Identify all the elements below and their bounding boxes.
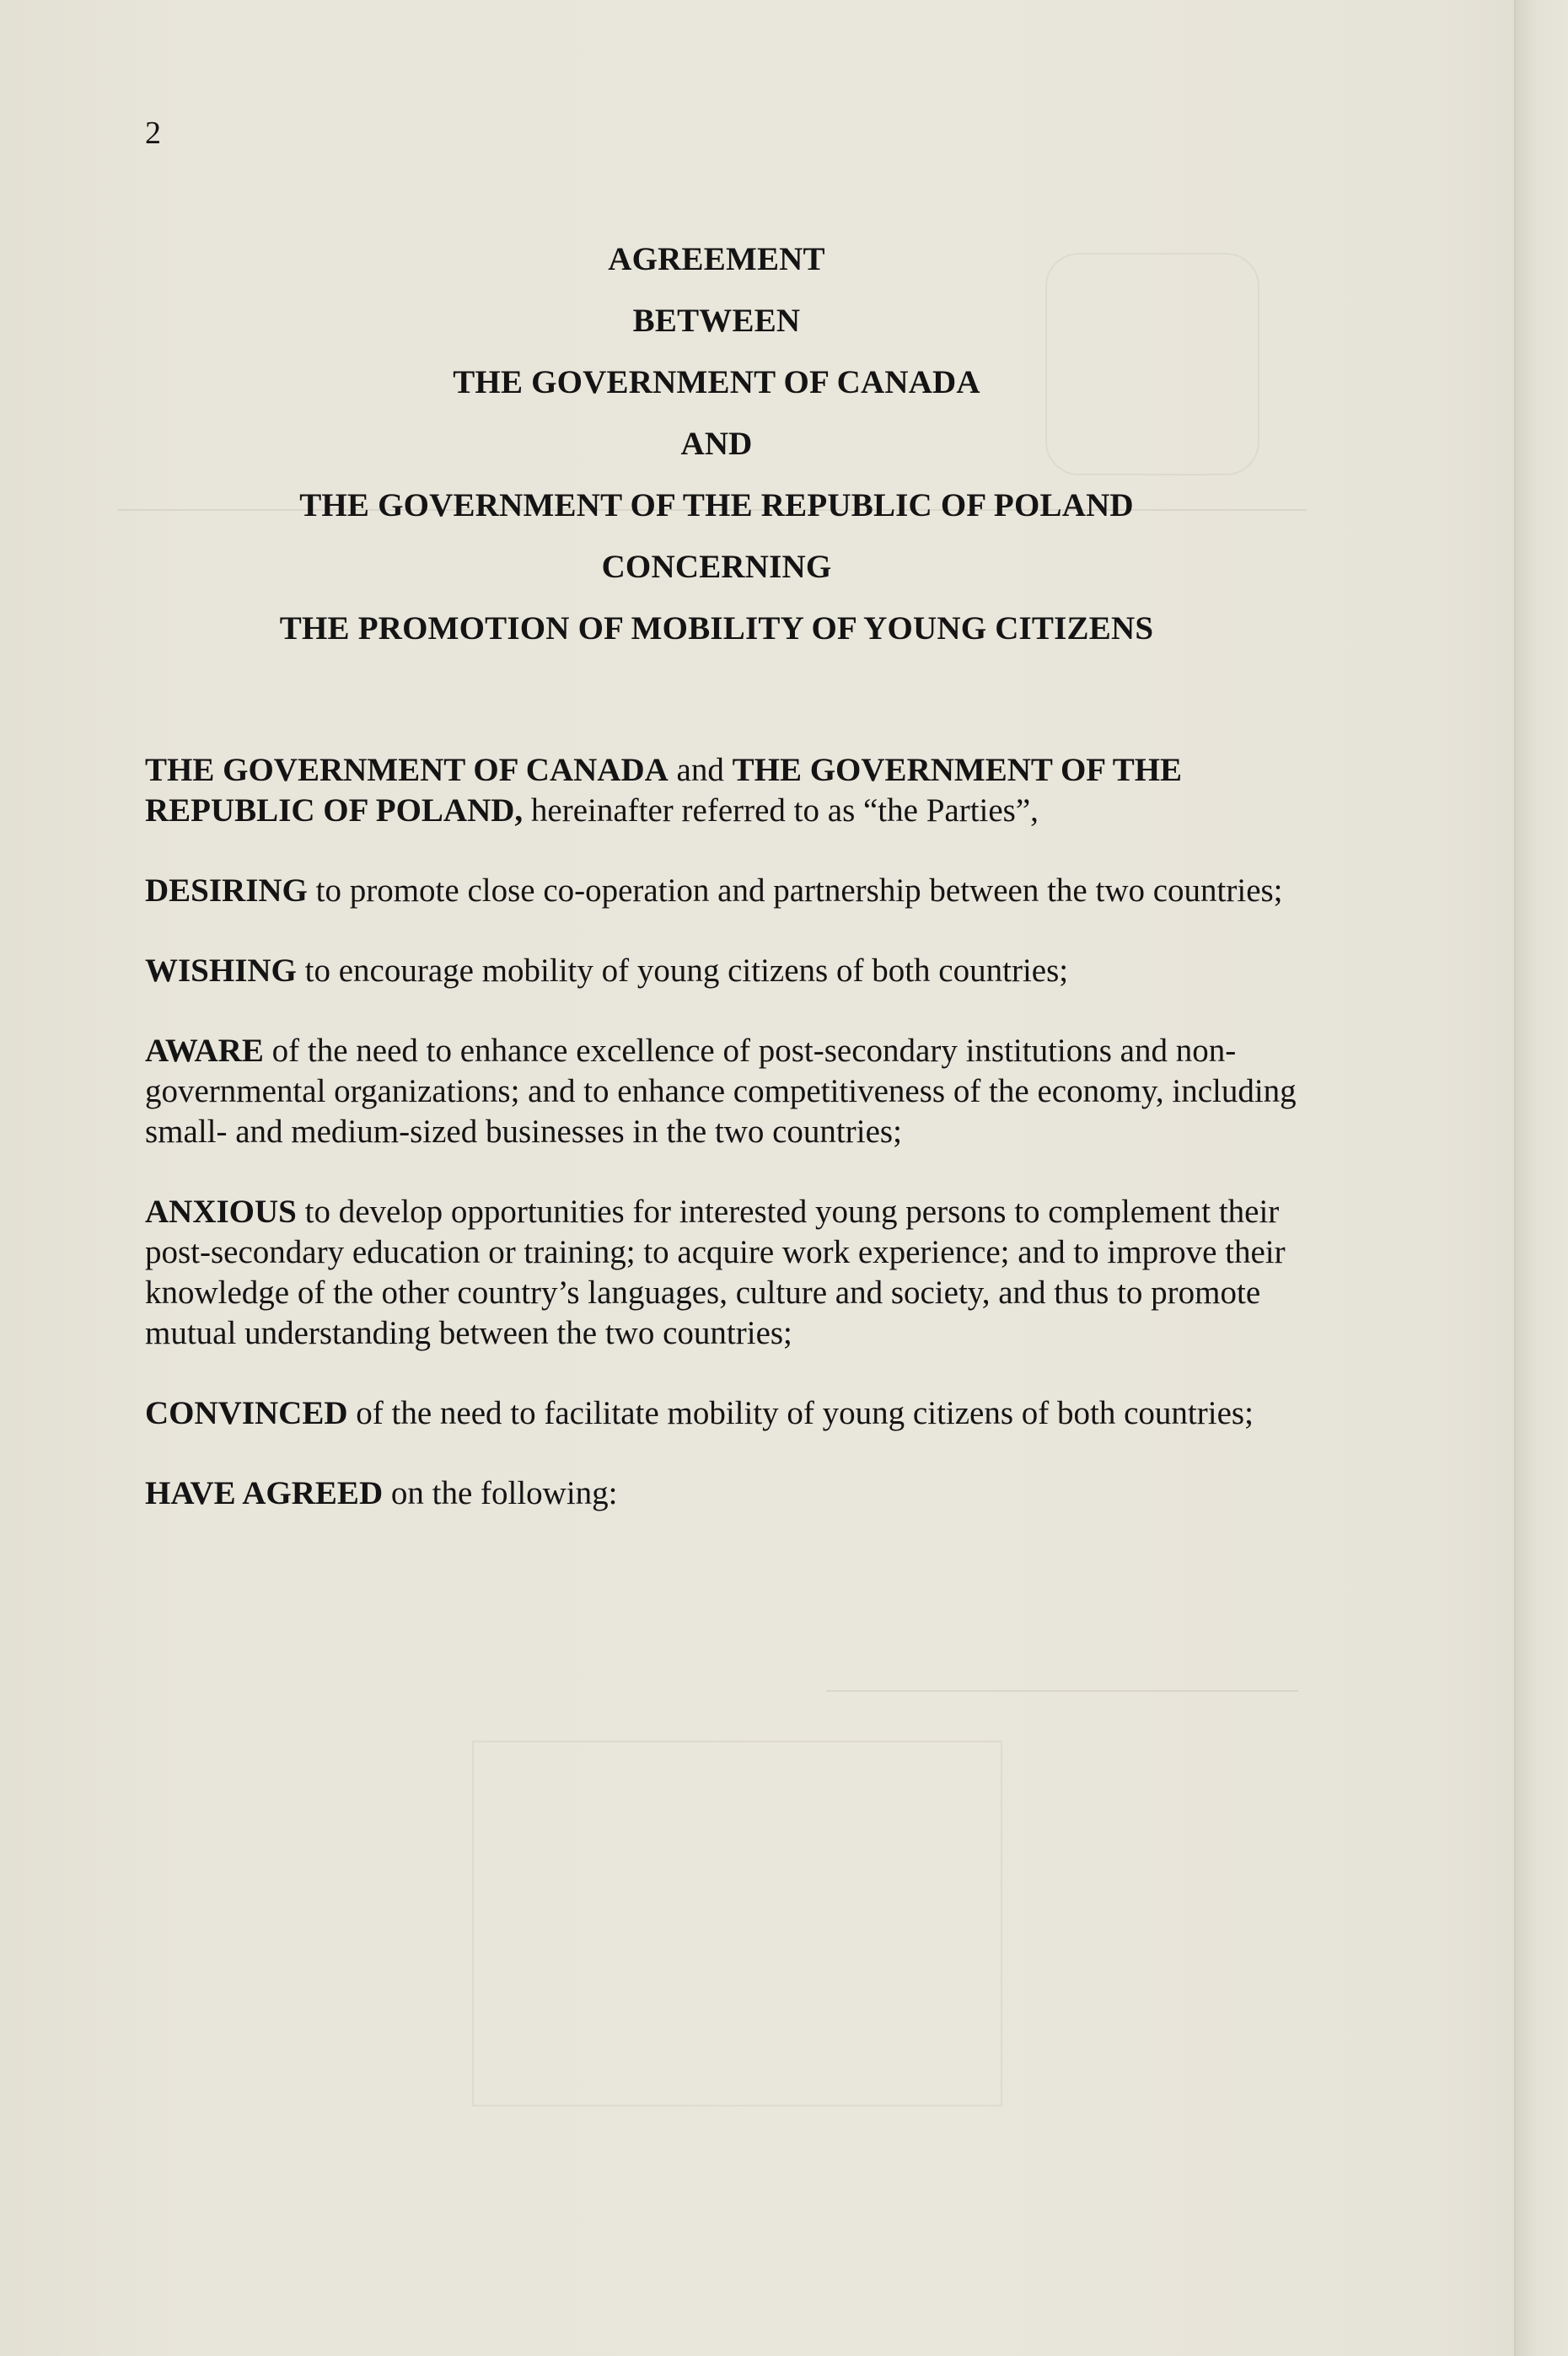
convinced-lead: CONVINCED bbox=[145, 1395, 348, 1431]
preamble-anxious bbox=[145, 1192, 1325, 1354]
parties-lead: THE GOVERNMENT OF CANADA bbox=[145, 752, 669, 788]
title-line-subject: THE PROMOTION OF MOBILITY OF YOUNG CITIZENS bbox=[279, 610, 1154, 647]
preamble-desiring bbox=[145, 871, 1325, 911]
convinced-text: of the need to facilitate mobility of young citizens of both countries; bbox=[347, 1395, 1254, 1431]
title-line-concerning: CONCERNING bbox=[601, 549, 832, 585]
page-fold-shadow bbox=[1516, 0, 1568, 2356]
aware-lead: AWARE bbox=[145, 1033, 264, 1069]
preamble-agreed bbox=[145, 1473, 1325, 1514]
preamble-parties bbox=[145, 750, 1325, 831]
parties-text: hereinafter referred to as “the Parties”, bbox=[523, 792, 1039, 829]
title-line-poland: THE GOVERNMENT OF THE REPUBLIC OF POLAND bbox=[299, 487, 1134, 523]
agreed-text: on the following: bbox=[383, 1475, 618, 1511]
preamble-convinced bbox=[145, 1393, 1325, 1434]
preamble-aware bbox=[145, 1031, 1325, 1152]
bleed-through-rule bbox=[826, 1690, 1298, 1692]
preamble-wishing bbox=[145, 951, 1325, 991]
title-line-between: BETWEEN bbox=[632, 303, 801, 339]
anxious-lead: ANXIOUS bbox=[145, 1194, 297, 1230]
anxious-text: to develop opportunities for interested young persons to complement their post-secondary education or training; to acquire work experience; and to improve their knowledge of the other country’s languages, culture and society, and thus to promote mutual understanding between the two countries; bbox=[145, 1194, 1286, 1351]
bleed-through-box bbox=[472, 1741, 1002, 2106]
title-line-agreement: AGREEMENT bbox=[608, 241, 825, 277]
parties-connector: and bbox=[668, 752, 733, 788]
agreed-lead: HAVE AGREED bbox=[145, 1475, 384, 1511]
title-line-canada: THE GOVERNMENT OF CANADA bbox=[453, 364, 980, 400]
agreement-title bbox=[0, 241, 1433, 672]
page-number: 2 bbox=[145, 115, 161, 151]
parties-lead-2: THE GOVERNMENT OF THE REPUBLIC OF POLAND, bbox=[145, 752, 1183, 829]
desiring-text: to promote close co-operation and partnership between the two countries; bbox=[307, 872, 1283, 909]
wishing-lead: WISHING bbox=[145, 953, 297, 989]
preamble bbox=[145, 750, 1325, 1554]
wishing-text: to encourage mobility of young citizens of both countries; bbox=[296, 953, 1069, 989]
desiring-lead: DESIRING bbox=[145, 872, 308, 909]
title-line-and: AND bbox=[680, 426, 753, 462]
aware-text: of the need to enhance excellence of post-secondary institutions and non-governmental organizations; and to enhance competitiveness of the economy, including small- and medium-sized businesses in the two countries; bbox=[145, 1033, 1297, 1150]
